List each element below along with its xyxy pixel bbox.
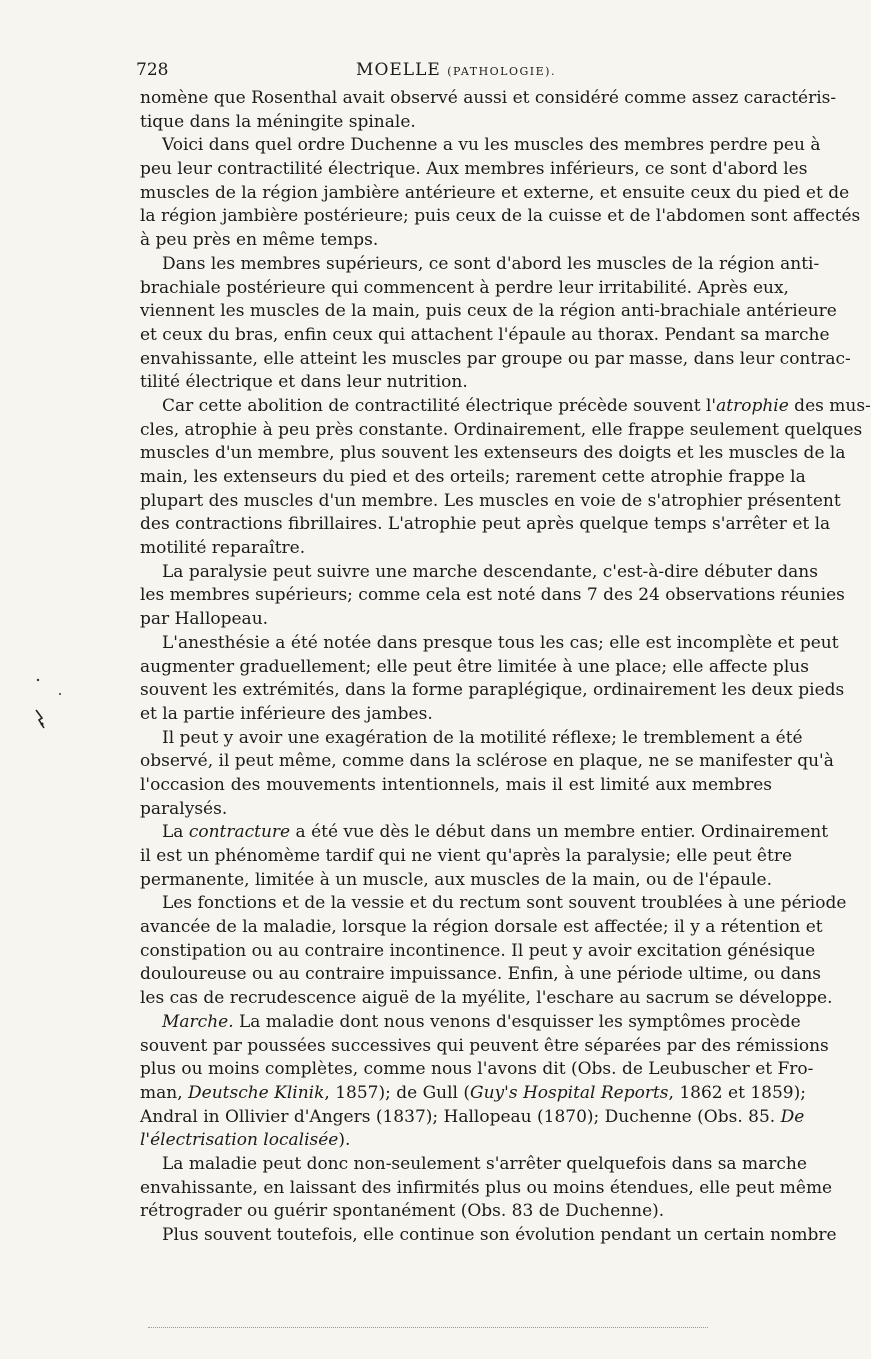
text-run: des mus- [788,395,871,416]
text-run: la région jambière postérieure; puis ceux de la cuisse et de l'abdomen sont affectés [140,206,861,227]
text-run: constipation ou au contraire incontinence. Il peut y avoir excitation génésique [140,940,816,961]
text-line [140,182,850,206]
text-line [140,608,772,632]
text-run: Andral in Ollivier d'Angers (1837); Hallopeau (1870); Duchenne (Obs. 85. [140,1106,781,1127]
text-run: plus ou moins complètes, comme nous l'avons dit (Obs. de Leubuscher et Fro- [140,1059,814,1080]
text-line [140,419,863,443]
text-run: motilité reparaître. [140,538,306,559]
text-line [140,1035,829,1059]
text-line [140,821,829,845]
text-run: ). [338,1130,351,1151]
italic-run: l'électrisation localisée [140,1130,339,1151]
text-run: L'anesthésie a été notée dans presque tous les cas; elle est incomplète et peut [162,632,839,653]
text-run: les cas de recrudescence aiguë de la myélite, l'eschare au sacrum se développe. [140,988,833,1009]
text-line [140,134,821,158]
body-text [140,87,871,1248]
italic-run: Marche. [162,1011,234,1032]
text-run: muscles de la région jambière antérieure et externe, et ensuite ceux du pied et de [140,182,850,203]
text-run: man, [140,1082,189,1103]
text-line [140,466,806,490]
text-run: Car cette abolition de contractilité électrique précède souvent l' [162,395,717,416]
text-line [140,300,837,324]
text-run: nomène que Rosenthal avait observé aussi et considéré comme assez caractéris- [140,88,837,108]
text-run: tilité électrique et dans leur nutrition. [140,372,468,393]
text-line [140,1106,805,1130]
text-line [140,1200,772,1224]
text-run: l'occasion des mouvements intentionnels, mais il est limité aux membres [140,774,772,795]
italic-run: contracture [188,822,291,843]
text-run: Il peut y avoir une exagération de la motilité réflexe; le tremblement a été [162,727,803,748]
text-line [140,561,818,585]
text-line [140,963,822,987]
text-run: Dans les membres supérieurs, ce sont d'abord les muscles de la région anti- [162,253,820,274]
text-line [140,111,772,135]
text-run: main, les extenseurs du pied et des orteils; rarement cette atrophie frappe la [140,467,806,487]
text-line [140,869,772,893]
text-run: La paralysie peut suivre une marche descendante, c'est-à-dire débuter dans [162,561,818,582]
text-line [140,158,808,182]
text-run: cles, atrophie à peu près constante. Ordinairement, elle frappe seulement quelques [140,419,863,440]
text-run: souvent par poussées successives qui peuvent être séparées par des rémissions [140,1035,829,1056]
text-line [140,1129,772,1153]
text-run: La [162,822,189,843]
text-line [140,632,839,656]
text-line [140,253,820,277]
text-run: viennent les muscles de la main, puis ceux de la région anti-brachiale antérieure [140,301,837,322]
running-title [136,60,776,80]
text-line [140,87,837,111]
italic-run: De [780,1106,805,1127]
running-title-main: MOELLE [356,60,441,80]
text-run: envahissante, elle atteint les muscles par groupe ou par masse, dans leur contrac- [140,348,851,369]
text-line [140,679,845,703]
text-line [140,1011,801,1035]
text-line [140,371,772,395]
text-run: Voici dans quel ordre Duchenne a vu les muscles des membres perdre peu à [162,135,821,156]
text-line [140,513,831,537]
text-run: La maladie peut donc non-seulement s'arrêter quelquefois dans sa marche [162,1153,807,1174]
text-run: souvent les extrémités, dans la forme paraplégique, ordinairement les deux pieds [140,680,845,701]
text-run: paralysés. [140,798,228,819]
text-line [140,348,851,372]
text-run: plupart des muscles d'un membre. Les muscles en voie de s'atrophier présentent [140,490,841,511]
text-line [140,703,772,727]
text-run: , 1862 et 1859); [668,1082,806,1103]
text-run: à peu près en même temps. [140,230,379,251]
text-run: envahissante, en laissant des infirmités plus ou moins étendues, elle peut même [140,1177,833,1198]
text-run: rétrograder ou guérir spontanément (Obs. 83 de Duchenne). [140,1201,665,1222]
text-line [140,987,833,1011]
text-line [140,656,809,680]
text-run: muscles d'un membre, plus souvent les extenseurs des doigts et les muscles de la [140,443,846,464]
text-run: a été vue dès le début dans un membre entier. Ordinairement [290,822,829,843]
text-line [140,916,823,940]
text-line [140,1153,807,1177]
text-run: permanente, limitée à un muscle, aux muscles de la main, ou de l'épaule. [140,869,772,890]
text-line [140,584,845,608]
text-line [140,1177,833,1201]
text-line [140,442,846,466]
text-line [140,892,847,916]
text-run: Plus souvent toutefois, elle continue son évolution pendant un certain nombre [162,1225,837,1245]
text-line [140,205,861,229]
text-run: Les fonctions et de la vessie et du rectum sont souvent troublées à une période [162,893,847,914]
text-line [140,537,772,561]
text-line [140,727,803,751]
italic-run: Guy's Hospital Reports [470,1082,669,1103]
italic-run: atrophie [716,395,789,416]
text-run: brachiale postérieure qui commencent à perdre leur irritabilité. Après eux, [140,277,789,298]
text-line [140,940,816,964]
text-run: augmenter graduellement; elle peut être limitée à une place; elle affecte plus [140,656,809,677]
text-run: et la partie inférieure des jambes. [140,703,433,724]
text-run: les membres supérieurs; comme cela est noté dans 7 des 24 observations réunies [140,585,845,606]
italic-run: Deutsche Klinik [188,1082,325,1103]
text-line [140,845,793,869]
footer-rule [148,1327,708,1328]
text-line [140,750,834,774]
text-run: et ceux du bras, enfin ceux qui attachent l'épaule au thorax. Pendant sa marche [140,324,830,345]
text-line [140,1058,814,1082]
text-run: observé, il peut même, comme dans la sclérose en plaque, ne se manifester qu'à [140,751,834,772]
text-line [140,277,789,301]
page-number: 728 [136,60,169,80]
text-line [140,1082,806,1106]
text-run: , 1857); de Gull ( [324,1082,471,1103]
text-line [140,798,772,822]
text-line [140,229,772,253]
text-run: des contractions fibrillaires. L'atrophie peut après quelque temps s'arrêter et la [140,514,831,535]
text-run: La maladie dont nous venons d'esquisser les symptômes procède [233,1011,801,1032]
text-run: par Hallopeau. [140,609,269,630]
text-run: avancée de la maladie, lorsque la région dorsale est affectée; il y a rétention et [140,917,823,938]
text-run: tique dans la méningite spinale. [140,111,416,132]
text-run: peu leur contractilité électrique. Aux membres inférieurs, ce sont d'abord les [140,159,808,180]
text-line [140,774,772,798]
text-run: douloureuse ou au contraire impuissance. Enfin, à une période ultime, ou dans [140,964,822,985]
page-header [136,60,776,84]
text-line [140,1224,837,1248]
running-title-subtitle: (PATHOLOGIE). [447,65,556,78]
text-run: il est un phénomème tardif qui ne vient qu'après la paralysie; elle peut être [140,846,793,866]
ink-specks [30,676,70,736]
text-line [140,395,871,419]
text-line [140,490,841,514]
text-line [140,324,830,348]
